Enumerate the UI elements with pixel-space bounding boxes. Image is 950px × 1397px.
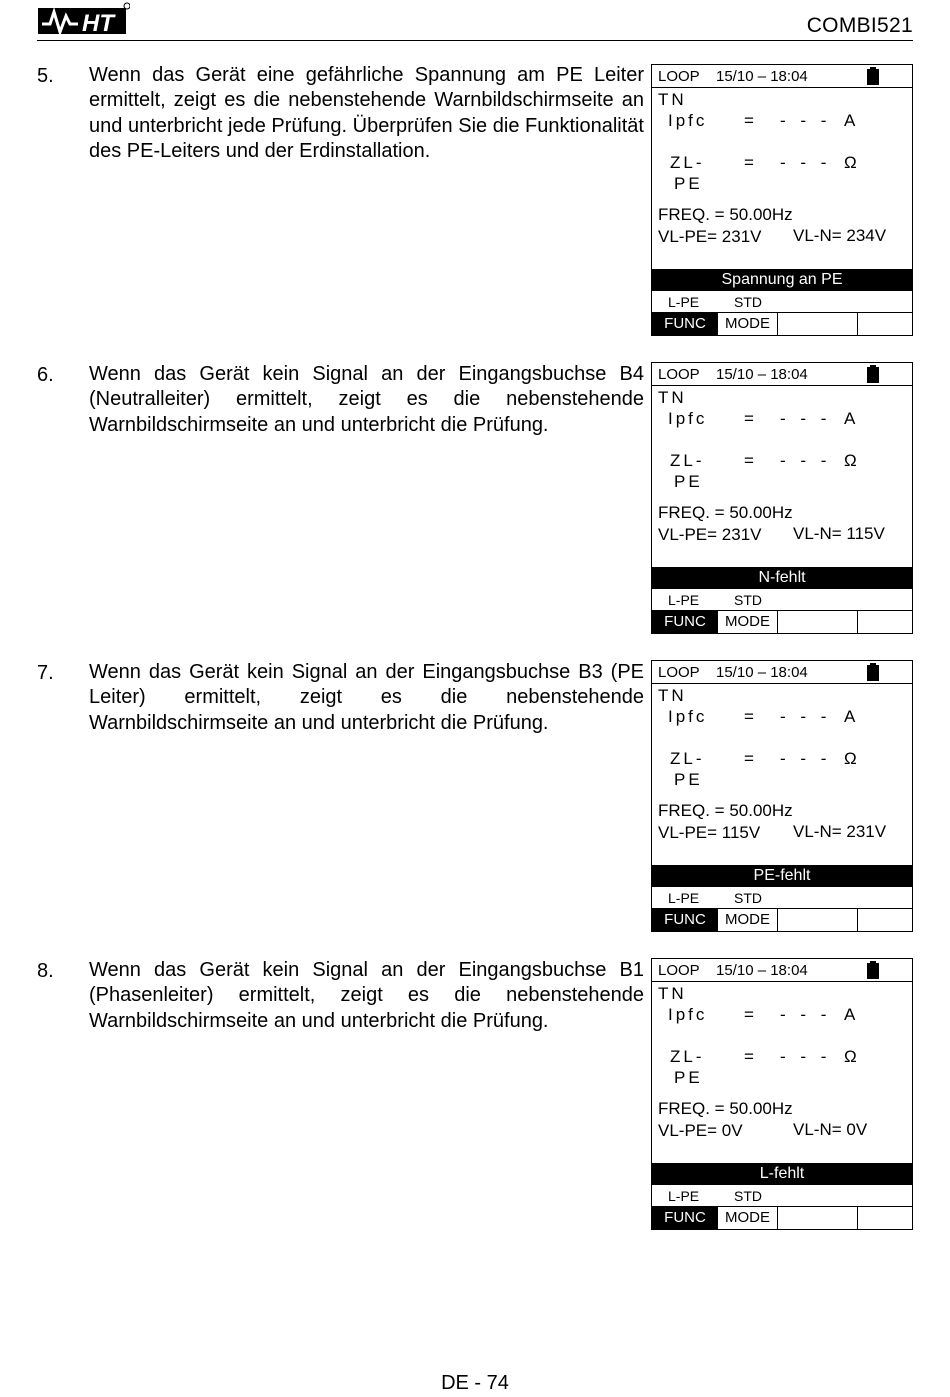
- ht-logo-text: HT: [82, 10, 114, 36]
- battery-icon: [866, 663, 880, 681]
- ipfc-label: Ipfc: [668, 707, 708, 726]
- param-std: STD: [734, 890, 762, 906]
- zl-label-pe: PE: [674, 174, 703, 193]
- step-text: Wenn das Gerät eine gefährliche Spannung am PE Leiter ermittelt, zeigt es die nebenstehende Warnbildschirmseite an und unterbricht jede Prüfung. Überprüfen Sie die Funktionalität des PE-Leiters und der Erdinstallation.: [89, 64, 644, 162]
- ipfc-label: Ipfc: [668, 1005, 708, 1024]
- vl-pe-readout: VL-PE= 231V: [658, 227, 762, 246]
- param-std: STD: [734, 592, 762, 608]
- battery-icon: [866, 67, 880, 85]
- warning-message: PE-fehlt: [652, 865, 912, 887]
- func-softkey[interactable]: FUNC: [652, 313, 718, 335]
- step-text: Wenn das Gerät kein Signal an der Eingangsbuchse B4 (Neutralleiter) ermittelt, zeigt es die nebenstehende Warnbildschirmseite an und unterbricht die Prüfung.: [89, 363, 644, 436]
- vl-n-readout: VL-N= 0V: [793, 1120, 868, 1139]
- zl-value: - - -: [780, 1047, 832, 1066]
- empty-softkey[interactable]: [858, 611, 913, 633]
- vl-pe-readout: VL-PE= 0V: [658, 1121, 743, 1140]
- softkey-row: [652, 1207, 912, 1229]
- screen-datetime: 15/10 – 18:04: [716, 664, 808, 681]
- step-number: 6.: [37, 364, 54, 386]
- zl-unit: Ω: [844, 1047, 857, 1066]
- func-softkey[interactable]: FUNC: [652, 909, 718, 931]
- step-text: Wenn das Gerät kein Signal an der Eingangsbuchse B3 (PE Leiter) ermittelt, zeigt es die nebenstehende Warnbildschirmseite an und unterbricht die Prüfung.: [89, 661, 644, 734]
- frequency-readout: FREQ. = 50.00Hz: [658, 1099, 793, 1118]
- battery-icon: [866, 365, 880, 383]
- param-lpe: L-PE: [668, 1188, 700, 1204]
- parameter-row: [652, 1185, 912, 1207]
- mode-softkey[interactable]: MODE: [718, 1207, 778, 1229]
- screen-function: LOOP: [658, 68, 700, 85]
- mode-softkey[interactable]: MODE: [718, 611, 778, 633]
- ipfc-equals: =: [744, 1005, 754, 1024]
- zl-equals: =: [744, 1047, 754, 1066]
- parameter-row: [652, 291, 912, 313]
- zl-equals: =: [744, 153, 754, 172]
- screen-function: LOOP: [658, 664, 700, 681]
- frequency-readout: FREQ. = 50.00Hz: [658, 801, 793, 820]
- ipfc-unit: A: [844, 1005, 856, 1024]
- model-name: COMBI521: [806, 14, 913, 37]
- ipfc-value: - - -: [780, 409, 832, 428]
- instrument-screen: [651, 64, 913, 336]
- vl-n-readout: VL-N= 234V: [793, 226, 887, 245]
- ipfc-unit: A: [844, 111, 856, 130]
- warning-message: L-fehlt: [652, 1163, 912, 1185]
- system-type: TN: [658, 90, 687, 109]
- vl-n-readout: VL-N= 115V: [793, 524, 885, 543]
- system-type: TN: [658, 984, 687, 1003]
- parameter-row: [652, 887, 912, 909]
- step-number: 8.: [37, 960, 54, 982]
- screen-function: LOOP: [658, 962, 700, 979]
- param-std: STD: [734, 1188, 762, 1204]
- ipfc-value: - - -: [780, 1005, 832, 1024]
- mode-softkey[interactable]: MODE: [718, 909, 778, 931]
- instrument-screen: [651, 958, 913, 1230]
- zl-equals: =: [744, 451, 754, 470]
- softkey-row: [652, 611, 912, 633]
- screen-title-bar: [652, 661, 912, 684]
- zl-label: ZL-: [670, 153, 705, 172]
- zl-label-pe: PE: [674, 1068, 703, 1087]
- frequency-readout: FREQ. = 50.00Hz: [658, 205, 793, 224]
- param-std: STD: [734, 294, 762, 310]
- screen-datetime: 15/10 – 18:04: [716, 962, 808, 979]
- empty-softkey[interactable]: [778, 611, 858, 633]
- param-lpe: L-PE: [668, 890, 700, 906]
- ipfc-equals: =: [744, 111, 754, 130]
- empty-softkey[interactable]: [778, 909, 858, 931]
- zl-value: - - -: [780, 451, 832, 470]
- empty-softkey[interactable]: [778, 313, 858, 335]
- vl-pe-readout: VL-PE= 115V: [658, 823, 761, 842]
- param-lpe: L-PE: [668, 294, 700, 310]
- empty-softkey[interactable]: [858, 909, 913, 931]
- zl-equals: =: [744, 749, 754, 768]
- screen-function: LOOP: [658, 366, 700, 383]
- system-type: TN: [658, 686, 687, 705]
- mode-softkey[interactable]: MODE: [718, 313, 778, 335]
- warning-message: N-fehlt: [652, 567, 912, 589]
- ipfc-unit: A: [844, 409, 856, 428]
- ipfc-unit: A: [844, 707, 856, 726]
- battery-icon: [866, 961, 880, 979]
- page-number: DE - 74: [441, 1372, 509, 1394]
- zl-unit: Ω: [844, 749, 857, 768]
- ipfc-equals: =: [744, 409, 754, 428]
- empty-softkey[interactable]: [778, 1207, 858, 1229]
- screen-datetime: 15/10 – 18:04: [716, 366, 808, 383]
- step-text: Wenn das Gerät kein Signal an der Eingangsbuchse B1 (Phasenleiter) ermittelt, zeigt es die nebenstehende Warnbildschirmseite an und unterbricht die Prüfung.: [89, 959, 644, 1032]
- ipfc-equals: =: [744, 707, 754, 726]
- zl-unit: Ω: [844, 153, 857, 172]
- screen-title-bar: [652, 65, 912, 88]
- func-softkey[interactable]: FUNC: [652, 1207, 718, 1229]
- step-number: 7.: [37, 662, 54, 684]
- screen-datetime: 15/10 – 18:04: [716, 68, 808, 85]
- ipfc-label: Ipfc: [668, 111, 708, 130]
- instrument-screen: [651, 660, 913, 932]
- frequency-readout: FREQ. = 50.00Hz: [658, 503, 793, 522]
- vl-pe-readout: VL-PE= 231V: [658, 525, 762, 544]
- func-softkey[interactable]: FUNC: [652, 611, 718, 633]
- header-divider: [37, 40, 913, 41]
- step-number: 5.: [37, 65, 54, 87]
- vl-n-readout: VL-N= 231V: [793, 822, 887, 841]
- parameter-row: [652, 589, 912, 611]
- screen-title-bar: [652, 959, 912, 982]
- zl-unit: Ω: [844, 451, 857, 470]
- param-lpe: L-PE: [668, 592, 700, 608]
- zl-label-pe: PE: [674, 472, 703, 491]
- softkey-row: [652, 313, 912, 335]
- system-type: TN: [658, 388, 687, 407]
- ipfc-label: Ipfc: [668, 409, 708, 428]
- empty-softkey[interactable]: [858, 1207, 913, 1229]
- softkey-row: [652, 909, 912, 931]
- empty-softkey[interactable]: [858, 313, 913, 335]
- instrument-screen: [651, 362, 913, 634]
- zl-label-pe: PE: [674, 770, 703, 789]
- ipfc-value: - - -: [780, 707, 832, 726]
- zl-value: - - -: [780, 153, 832, 172]
- ipfc-value: - - -: [780, 111, 832, 130]
- zl-label: ZL-: [670, 451, 705, 470]
- warning-message: Spannung an PE: [652, 269, 912, 291]
- zl-value: - - -: [780, 749, 832, 768]
- screen-title-bar: [652, 363, 912, 386]
- zl-label: ZL-: [670, 1047, 705, 1066]
- zl-label: ZL-: [670, 749, 705, 768]
- ht-logo: [38, 2, 130, 36]
